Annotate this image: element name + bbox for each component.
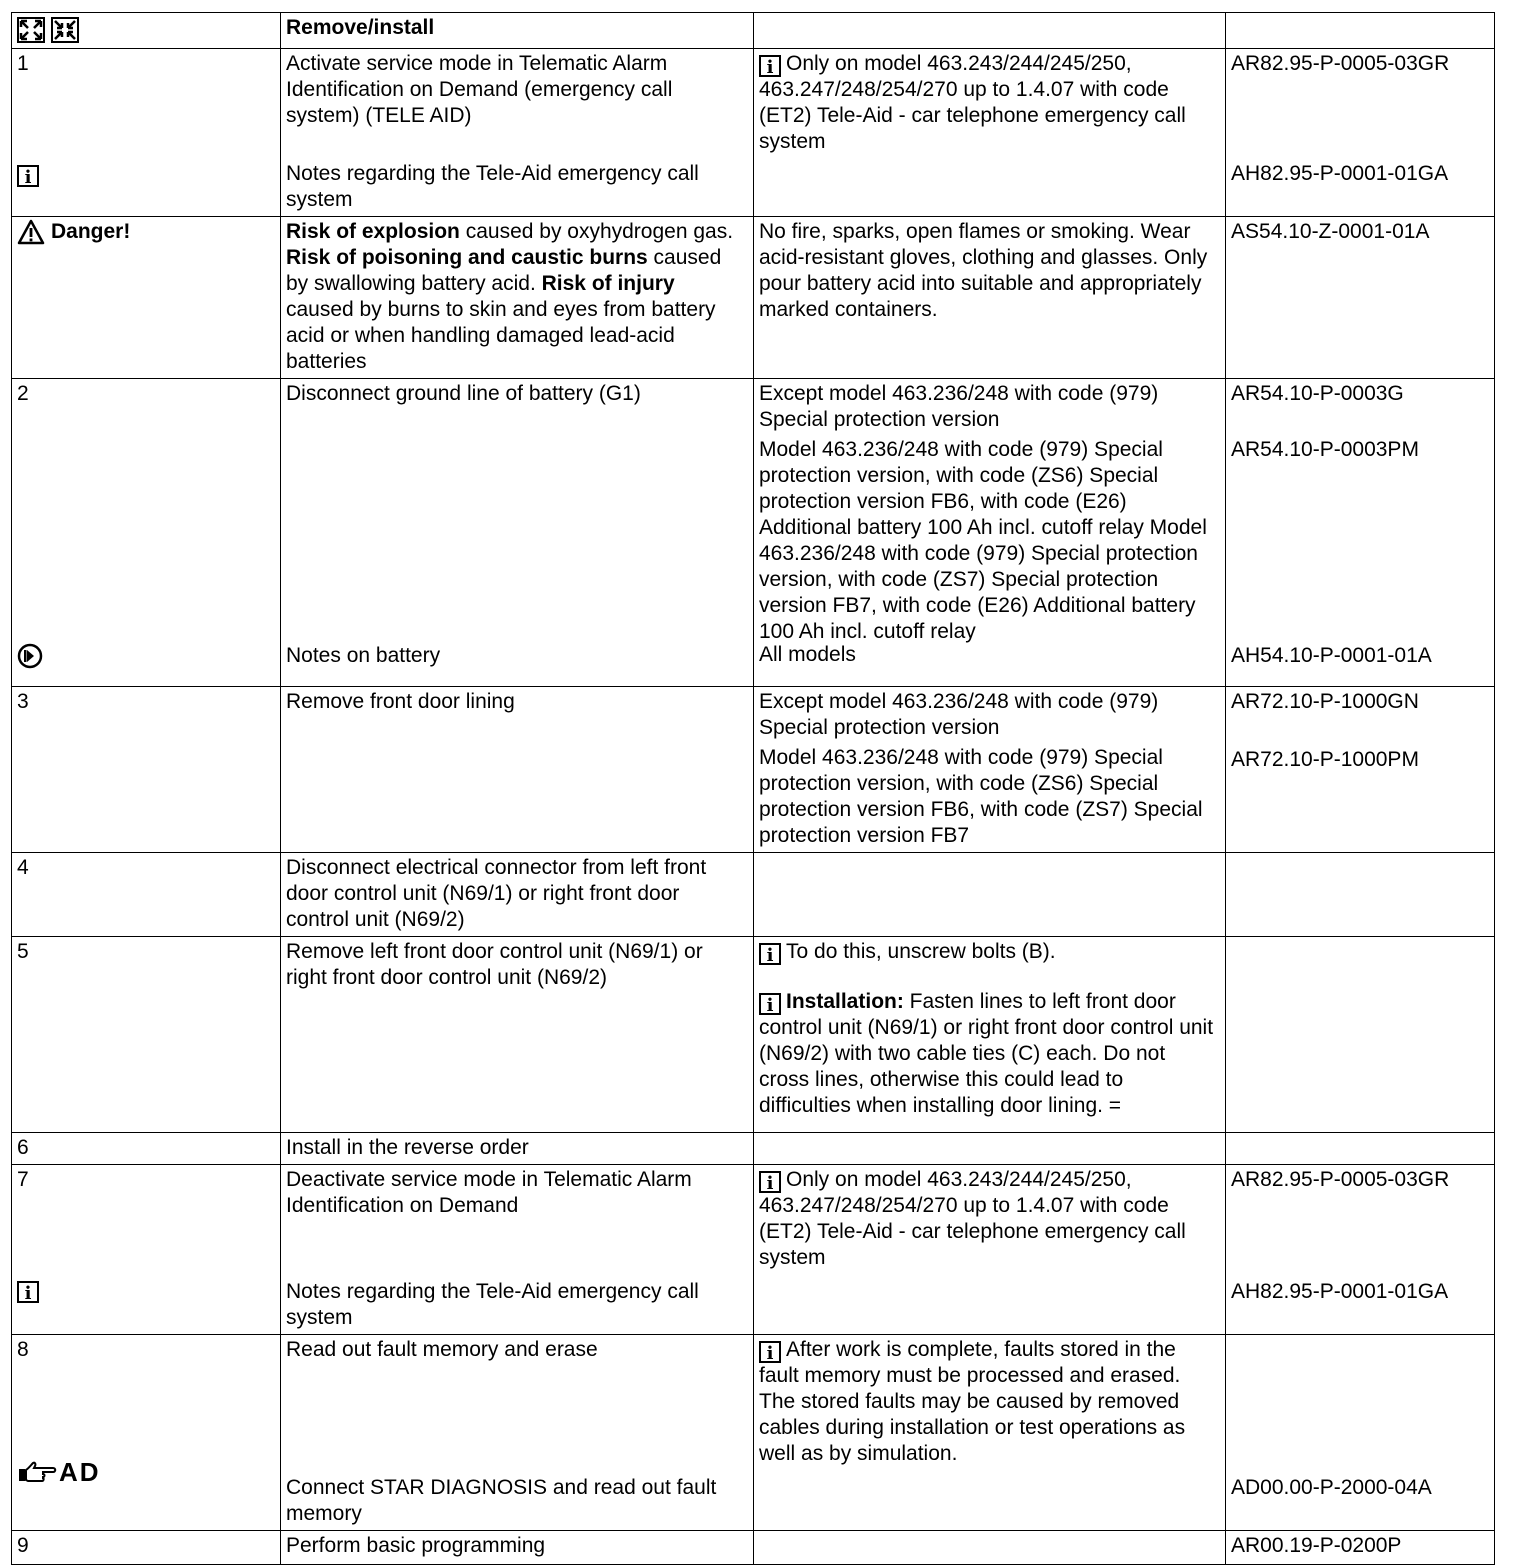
collapse-icon[interactable] — [51, 17, 79, 43]
ad-label: AD — [59, 1457, 101, 1487]
warning-triangle-icon — [17, 219, 45, 245]
info-icon: i — [17, 1281, 39, 1303]
step-sub-note: All models — [759, 643, 856, 666]
step-sub-action: Connect STAR DIAGNOSIS and read out fault memory — [286, 1476, 717, 1525]
info-icon: i — [759, 993, 781, 1015]
step-note: Except model 463.236/248 with code (979) Special protection version — [759, 382, 1159, 431]
step-action: Disconnect ground line of battery (G1) — [286, 382, 641, 405]
step-sub-action: Notes regarding the Tele-Aid emergency call system — [286, 1280, 699, 1329]
ref-link[interactable]: AR72.10-P-1000PM — [1231, 748, 1419, 771]
danger-note: No fire, sparks, open flames or smoking. Wear acid-resistant gloves, clothing and glasses. Only pour battery acid into suitable and appropriately marked containers. — [754, 217, 1226, 379]
step-action: Activate service mode in Telematic Alarm Identification on Demand (emergency call system) (TELE AID) — [286, 52, 673, 127]
step-number: 9 — [12, 1531, 281, 1565]
danger-row — [12, 217, 1495, 379]
info-icon: i — [759, 943, 781, 965]
step-note: After work is complete, faults stored in the fault memory must be processed and erased. The stored faults may be caused by removed cables during installation or test operations as well as by simulation. — [759, 1338, 1186, 1465]
pointing-hand-icon — [17, 1459, 57, 1485]
table-row — [12, 853, 1495, 937]
step-note: Fasten lines to left front door control unit (N69/1) or right front door control unit (N69/2) with two cable ties (C) each. Do not cross lines, otherwise this could lead to difficulties when installing door lining. = — [759, 990, 1214, 1117]
info-icon: i — [759, 1341, 781, 1363]
expand-icon[interactable] — [17, 17, 45, 43]
step-number: 6 — [12, 1133, 281, 1165]
table-row — [12, 1531, 1495, 1565]
step-number: 1 — [17, 52, 29, 75]
ref-link[interactable]: AR82.95-P-0005-03GR — [1231, 52, 1450, 75]
table-row — [12, 1165, 1495, 1335]
table-row — [12, 937, 1495, 1133]
ref-link[interactable]: AR54.10-P-0003PM — [1231, 438, 1419, 461]
step-sub-action: Notes regarding the Tele-Aid emergency call system — [286, 162, 699, 211]
step-action: Install in the reverse order — [281, 1133, 754, 1165]
ref-link[interactable]: AR72.10-P-1000GN — [1231, 690, 1419, 713]
table-row — [12, 687, 1495, 853]
info-icon: i — [759, 55, 781, 77]
step-number: 3 — [12, 687, 281, 853]
step-action: Disconnect electrical connector from left front door control unit (N69/1) or right front door control unit (N69/2) — [281, 853, 754, 937]
step-note: Model 463.236/248 with code (979) Special protection version, with code (ZS6) Special protection version FB6, with code (E26) Additional battery 100 Ah incl. cutoff relay Model 463.236/248 with code (979) Special protection version, with code (ZS7) Special protection version FB7, with code (E26) Additional battery 100 Ah incl. cutoff relay — [759, 438, 1207, 643]
step-note: Except model 463.236/248 with code (979) Special protection version — [759, 690, 1159, 739]
danger-label: Danger! — [51, 220, 131, 243]
table-row — [12, 379, 1495, 687]
battery-notes-icon — [17, 643, 43, 669]
step-action: Remove left front door control unit (N69/1) or right front door control unit (N69/2) — [281, 937, 754, 1133]
ref-link[interactable]: AR00.19-P-0200P — [1231, 1534, 1402, 1557]
ref-link[interactable]: AH82.95-P-0001-01GA — [1231, 1280, 1449, 1303]
ref-link[interactable]: AR54.10-P-0003G — [1231, 382, 1404, 405]
ref-link[interactable]: AD00.00-P-2000-04A — [1231, 1476, 1432, 1499]
procedure-table — [11, 12, 1495, 1565]
step-number: 8 — [17, 1338, 29, 1361]
step-note: To do this, unscrew bolts (B). — [786, 940, 1056, 963]
step-number: 4 — [12, 853, 281, 937]
step-note: Only on model 463.243/244/245/250, 463.247/248/254/270 up to 1.4.07 with code (ET2) Tele-Aid - car telephone emergency call system — [759, 52, 1186, 153]
ref-link[interactable]: AH82.95-P-0001-01GA — [1231, 162, 1449, 185]
danger-text: Risk of explosion caused by oxyhydrogen gas. Risk of poisoning and caustic burns caused by swallowing battery acid. Risk of injury caused by burns to skin and eyes from battery acid or when handling damaged lead-acid batteries — [281, 217, 754, 379]
table-title: Remove/install — [281, 13, 754, 49]
step-number: 7 — [17, 1168, 29, 1191]
step-note: Only on model 463.243/244/245/250, 463.247/248/254/270 up to 1.4.07 with code (ET2) Tele-Aid - car telephone emergency call system — [759, 1168, 1186, 1269]
ref-link[interactable]: AS54.10-Z-0001-01A — [1231, 220, 1430, 243]
step-action: Read out fault memory and erase — [286, 1338, 598, 1361]
table-header-row — [12, 13, 1495, 49]
step-number: 5 — [12, 937, 281, 1133]
table-row — [12, 1335, 1495, 1531]
step-action: Perform basic programming — [281, 1531, 754, 1565]
info-icon: i — [17, 165, 39, 187]
ref-link[interactable]: AH54.10-P-0001-01A — [1231, 644, 1432, 667]
step-action: Remove front door lining — [281, 687, 754, 853]
table-row — [12, 1133, 1495, 1165]
step-note: Model 463.236/248 with code (979) Special protection version, with code (ZS6) Special protection version FB6, with code (ZS7) Special protection version FB7 — [759, 746, 1203, 847]
step-action: Deactivate service mode in Telematic Alarm Identification on Demand — [286, 1168, 692, 1217]
installation-label: Installation: — [786, 990, 904, 1013]
step-number: 2 — [17, 382, 29, 405]
table-row — [12, 49, 1495, 217]
info-icon: i — [759, 1171, 781, 1193]
ref-link[interactable]: AR82.95-P-0005-03GR — [1231, 1168, 1450, 1191]
step-sub-action: Notes on battery — [286, 644, 441, 667]
